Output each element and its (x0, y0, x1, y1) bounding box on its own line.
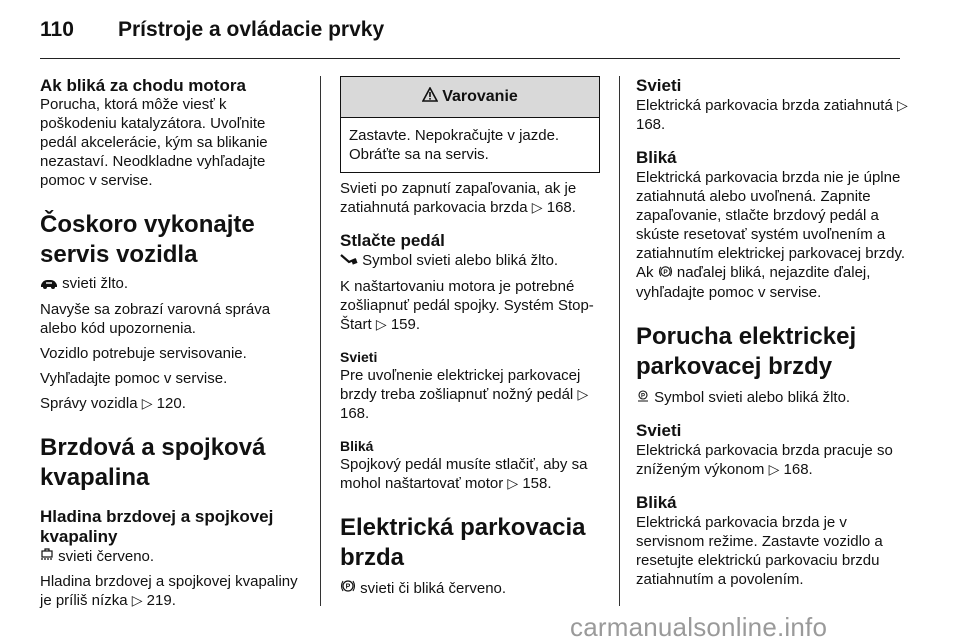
svg-text:P: P (345, 583, 351, 591)
paragraph: Elektrická parkovacia brzda je v servisnom režime. Zastavte vozidlo a resetujte elektrickú parkovaciu brzdu zatiahnutím a povolením. (636, 514, 883, 589)
svg-text:P: P (663, 268, 668, 276)
section-heading: Ak bliká za chodu motora (40, 76, 246, 95)
page-reference[interactable]: 120. (156, 394, 186, 412)
section-heading: Čoskoro vykonajte servis vozidla (40, 211, 255, 268)
parking-brake-icon (340, 579, 356, 598)
subsection-heading: Bliká (340, 437, 374, 454)
paragraph: P Symbol svieti alebo bliká žlto. (636, 388, 908, 408)
triangle-right-icon: ▷ (131, 592, 143, 609)
page-reference[interactable]: 158. (522, 474, 552, 492)
page-reference[interactable]: 159. (390, 315, 421, 333)
paragraph: Symbol svieti alebo bliká žlto. (340, 251, 602, 271)
warning-text: Zastavte. Nepokračujte v jazde. Obráťte sa na servis. (349, 127, 560, 163)
column-divider-2 (619, 76, 620, 606)
page-reference[interactable]: 168. (340, 404, 370, 422)
triangle-right-icon: ▷ (375, 315, 387, 332)
header-divider (40, 58, 900, 59)
subsection-heading: Svieti (636, 421, 682, 441)
paragraph: svieti žlto. (40, 274, 302, 294)
paragraph: Elektrická parkovacia brzda nie je úplne zatiahnutá alebo uvoľnená. Zapnite zapaľovanie, stlačte brzdový pedál a skúste resetovať systém uvoľnením a zatiahnutím elektrickej parkovacej brzdy. Ak P naďalej bliká, nejazdite ďalej, vyhľadajte pomoc v servise. (636, 169, 906, 301)
triangle-right-icon: ▷ (141, 394, 153, 411)
parking-brake-icon (658, 264, 673, 283)
parking-brake-fault-icon (636, 388, 650, 407)
page-reference[interactable]: 168. (546, 199, 576, 216)
paragraph: P svieti či bliká červeno. (340, 579, 602, 599)
warning-header (341, 77, 599, 118)
subsection-heading: Bliká (636, 493, 677, 513)
paragraph: Spojkový pedál musíte stlačiť, aby sa mohol naštartovať motor ▷ 158. (340, 455, 588, 492)
page-reference[interactable]: 168. (636, 116, 666, 133)
page-number: 110 (40, 18, 74, 41)
page-title: Prístroje a ovládacie prvky (118, 18, 385, 41)
watermark: carmanualsonline.info (570, 612, 828, 642)
paragraph: svieti červeno. (40, 547, 302, 567)
warning-title: Varovanie (442, 88, 518, 105)
brake-fluid-icon (40, 547, 54, 566)
triangle-right-icon: ▷ (768, 461, 780, 478)
subsection-heading: Bliká (636, 148, 677, 167)
paragraph: Elektrická parkovacia brzda pracuje so zníženým výkonom ▷ 168. (636, 442, 893, 479)
subsection-heading: Svieti (340, 348, 378, 365)
column-1 (40, 76, 302, 610)
paragraph: K naštartovaniu motora je potrebné zošliapnuť pedál spojky. Systém Stop-Štart ▷ 159. (340, 277, 594, 333)
triangle-right-icon: ▷ (896, 97, 908, 113)
paragraph: Svieti po zapnutí zapaľovania, ak je zatiahnutá parkovacia brzda ▷ 168. (340, 180, 577, 216)
paragraph: Navyše sa zobrazí varovná správa alebo kód upozornenia. (40, 300, 271, 337)
paragraph: Porucha, ktorá môže viesť k poškodeniu katalyzátora. Uvoľnite pedál akcelerácie, kým sa blikanie nezastaví. Neodkladne vyhľadajte pomoc v servise. (40, 96, 268, 189)
warning-triangle-icon (422, 87, 438, 107)
section-heading: Brzdová a spojková kvapalina (40, 433, 266, 491)
triangle-right-icon: ▷ (577, 385, 589, 402)
triangle-right-icon: ▷ (531, 199, 543, 215)
warning-box (340, 76, 600, 173)
paragraph: Pre uvoľnenie elektrickej parkovacej brzdy treba zošliapnuť nožný pedál ▷ 168. (340, 366, 589, 422)
paragraph: Vozidlo potrebuje servisovanie. (40, 344, 247, 362)
svg-text:P: P (640, 393, 646, 400)
paragraph: Správy vozidla ▷ 120. (40, 394, 186, 412)
column-2 (340, 76, 602, 598)
paragraph: Vyhľadajte pomoc v servise. (40, 369, 228, 387)
subsection-heading: Svieti (636, 76, 682, 95)
paragraph: Elektrická parkovacia brzda zatiahnutá ▷ 168. (636, 97, 908, 133)
column-3 (636, 76, 908, 589)
clutch-pedal-icon (340, 252, 358, 271)
column-divider-1 (320, 76, 321, 606)
section-heading: Porucha elektrickej parkovacej brzdy (636, 322, 857, 380)
paragraph: Hladina brzdovej a spojkovej kvapaliny je príliš nízka ▷ 219. (40, 573, 298, 610)
page-reference[interactable]: 219. (146, 592, 176, 610)
page-header (40, 14, 920, 50)
car-wrench-icon (40, 275, 58, 294)
triangle-right-icon: ▷ (507, 474, 519, 491)
page-reference[interactable]: 168. (783, 461, 813, 479)
section-heading: Elektrická parkovacia brzda (340, 513, 586, 571)
subsection-heading: Hladina brzdovej a spojkovej kvapaliny (40, 506, 274, 546)
subsection-heading: Stlačte pedál (340, 231, 445, 250)
